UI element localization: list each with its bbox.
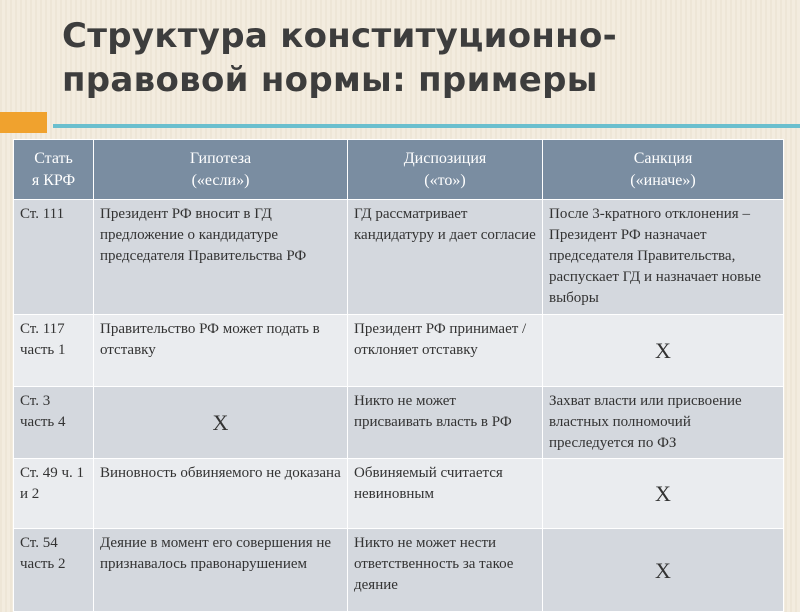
cell-article: Ст. 117 часть 1 (14, 315, 94, 387)
table-row (14, 459, 784, 529)
table-row (14, 315, 784, 387)
slide-title-line-2: правовой нормы: примеры (62, 60, 598, 100)
column-header-article-line2: я КРФ (31, 171, 76, 189)
cell-disposition: Обвиняемый считается невиновным (348, 459, 543, 529)
cell-sanction-empty-mark: X (543, 315, 784, 387)
column-header-article (14, 140, 94, 200)
cell-hypothesis: Правительство РФ может подать в отставку (94, 315, 348, 387)
cell-sanction-empty-mark: X (543, 459, 784, 529)
cell-disposition: Никто не может присваивать власть в РФ (348, 387, 543, 459)
cell-disposition: Никто не может нести ответственность за такое деяние (348, 529, 543, 612)
cell-article: Ст. 111 (14, 200, 94, 315)
column-header-article-line1: Стать (34, 149, 73, 167)
cell-hypothesis: Виновность обвиняемого не доказана (94, 459, 348, 529)
cell-sanction: После 3-кратного отклонения – Президент РФ назначает председателя Правительства, распускает ГД и назначает новые выборы (543, 200, 784, 315)
column-header-sanction-line1: Санкция (633, 149, 693, 167)
norm-structure-table (13, 139, 784, 612)
cell-hypothesis: Деяние в момент его совершения не признавалось правонарушением (94, 529, 348, 612)
cell-sanction: Захват власти или присвоение властных полномочий преследуется по ФЗ (543, 387, 784, 459)
accent-bar-orange (0, 112, 47, 133)
cell-article: Ст. 49 ч. 1 и 2 (14, 459, 94, 529)
column-header-hypothesis-line2: («если») (191, 171, 250, 189)
cell-sanction-empty-mark: X (543, 529, 784, 612)
table-header-row (14, 140, 784, 200)
cell-disposition: ГД рассматривает кандидатуру и дает согласие (348, 200, 543, 315)
column-header-disposition-line2: («то») (424, 171, 466, 189)
column-header-disposition (348, 140, 543, 200)
cell-hypothesis: Президент РФ вносит в ГД предложение о кандидатуре председателя Правительства РФ (94, 200, 348, 315)
slide-title-line-1: Структура конституционно- (62, 16, 618, 56)
column-header-hypothesis-line1: Гипотеза (189, 149, 252, 167)
accent-rule-teal (53, 124, 800, 128)
column-header-disposition-line1: Диспозиция (403, 149, 487, 167)
cell-hypothesis-empty-mark: X (94, 387, 348, 459)
table-row (14, 200, 784, 315)
cell-disposition: Президент РФ принимает / отклоняет отставку (348, 315, 543, 387)
table-row (14, 387, 784, 459)
table-row (14, 529, 784, 612)
column-header-sanction (543, 140, 784, 200)
column-header-hypothesis (94, 140, 348, 200)
slide-title (62, 14, 782, 102)
column-header-sanction-line2: («иначе») (630, 171, 696, 189)
cell-article: Ст. 3 часть 4 (14, 387, 94, 459)
cell-article: Ст. 54 часть 2 (14, 529, 94, 612)
